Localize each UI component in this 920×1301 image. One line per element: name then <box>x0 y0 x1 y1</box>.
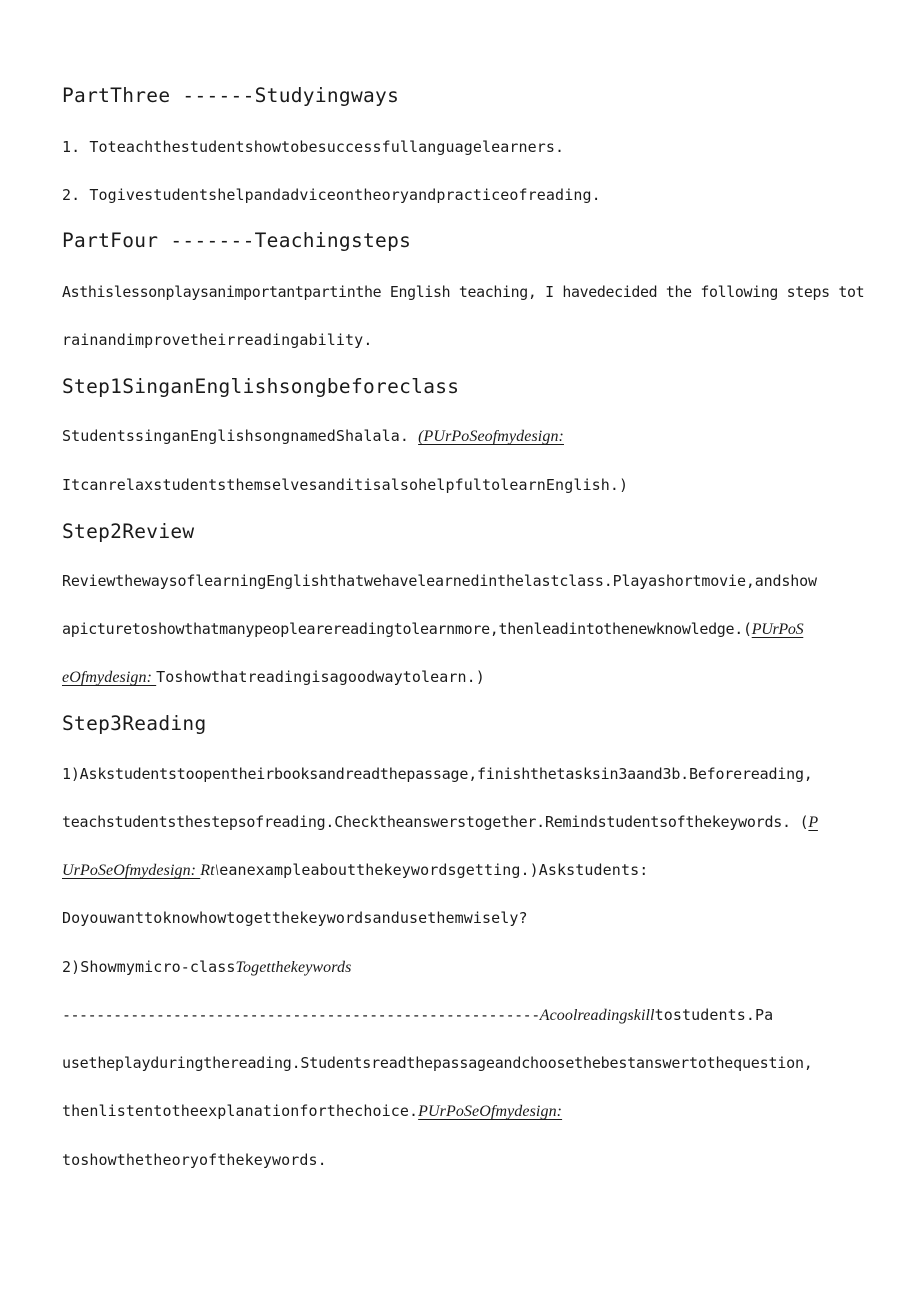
paragraph-line <box>62 283 864 301</box>
step3-text: eanexampleaboutthekeywordsgetting.)Askstudents: <box>219 861 649 879</box>
step3-text: tostudents.Pa <box>654 1006 774 1024</box>
paragraph-line <box>62 861 648 880</box>
purpose-label: UrPoSeOfmydesign: <box>62 862 201 879</box>
micro-class-title: Togetthekeywords <box>235 959 352 976</box>
paragraph-line: ItcanrelaxstudentsthemselvesanditisalsohelpfultolearnEnglish.) <box>62 476 629 494</box>
step3-text: thenlistentotheexplanationforthechoice. <box>62 1102 419 1120</box>
purpose-label: (PUrPoSeofmydesign: <box>418 428 564 445</box>
list-item: 1. Toteachthestudentshowtobesuccessfullanguagelearners. <box>62 138 565 156</box>
paragraph-line <box>62 1006 773 1025</box>
step2-heading: Step2Review <box>62 520 195 543</box>
list-item: 2. Togivestudentshelpandadviceontheoryandpracticeofreading. <box>62 186 601 204</box>
step3-heading: Step3Reading <box>62 712 207 735</box>
paragraph-line: usetheplayduringthereading.Studentsreadthepassageandchoosethebestanswertothequestion, <box>62 1054 813 1072</box>
step1-text: StudentssinganEnglishsongnamedShalala. <box>62 427 419 445</box>
part-four-heading: PartFour -------Teachingsteps <box>62 229 412 252</box>
paragraph-line: rainandimprovetheirreadingability. <box>62 331 373 349</box>
purpose-label: eOfmydesign: <box>62 669 157 686</box>
paragraph-line: Doyouwanttoknowhowtogetthekeywordsandusethemwisely? <box>62 909 528 927</box>
micro-class-subtitle: Acoolreadingskill <box>539 1007 655 1024</box>
paragraph-line <box>62 620 803 639</box>
garbled-text: Rt\ <box>200 862 220 879</box>
paragraph-line <box>62 1102 562 1121</box>
purpose-label: PUrPoSeOfmydesign: <box>418 1103 563 1120</box>
paragraph-line <box>62 813 818 832</box>
paragraph-line: toshowthetheoryofthekeywords. <box>62 1151 327 1169</box>
paragraph-line: ReviewthewaysoflearningEnglishthatwehavelearnedinthelastclass.Playashortmovie,andshow <box>62 572 817 590</box>
paragraph-line: 1)Askstudentstoopentheirbooksandreadthepassage,finishthetasksin3aand3b.Beforereading, <box>62 765 813 783</box>
paragraph-line <box>62 958 351 977</box>
paragraph-line <box>62 427 564 446</box>
step2-purpose-text: Toshowthatreadingisagoodwaytolearn.) <box>156 668 485 686</box>
step1-heading: Step1SinganEnglishsongbeforeclass <box>62 375 460 398</box>
step3-text: 2)Showmymicro-class <box>62 958 236 976</box>
purpose-label: PUrPoS <box>751 621 804 638</box>
step2-text: apicturetoshowthatmanypeoplearereadingtolearnmore,thenleadintothenewknowledge.( <box>62 620 752 638</box>
dash-rule: -------------------------------------------------------- <box>62 1006 540 1024</box>
step3-text: teachstudentsthestepsofreading.Checktheanswerstogether.Remindstudentsofthekeywords. ( <box>62 813 809 831</box>
purpose-label: P <box>808 814 818 831</box>
intro-text: Asthislessonplaysanimportantpartinthe English teaching, I havedecided the following steps tot <box>62 283 865 301</box>
paragraph-line <box>62 668 485 687</box>
part-three-heading: PartThree ------Studyingways <box>62 84 400 107</box>
